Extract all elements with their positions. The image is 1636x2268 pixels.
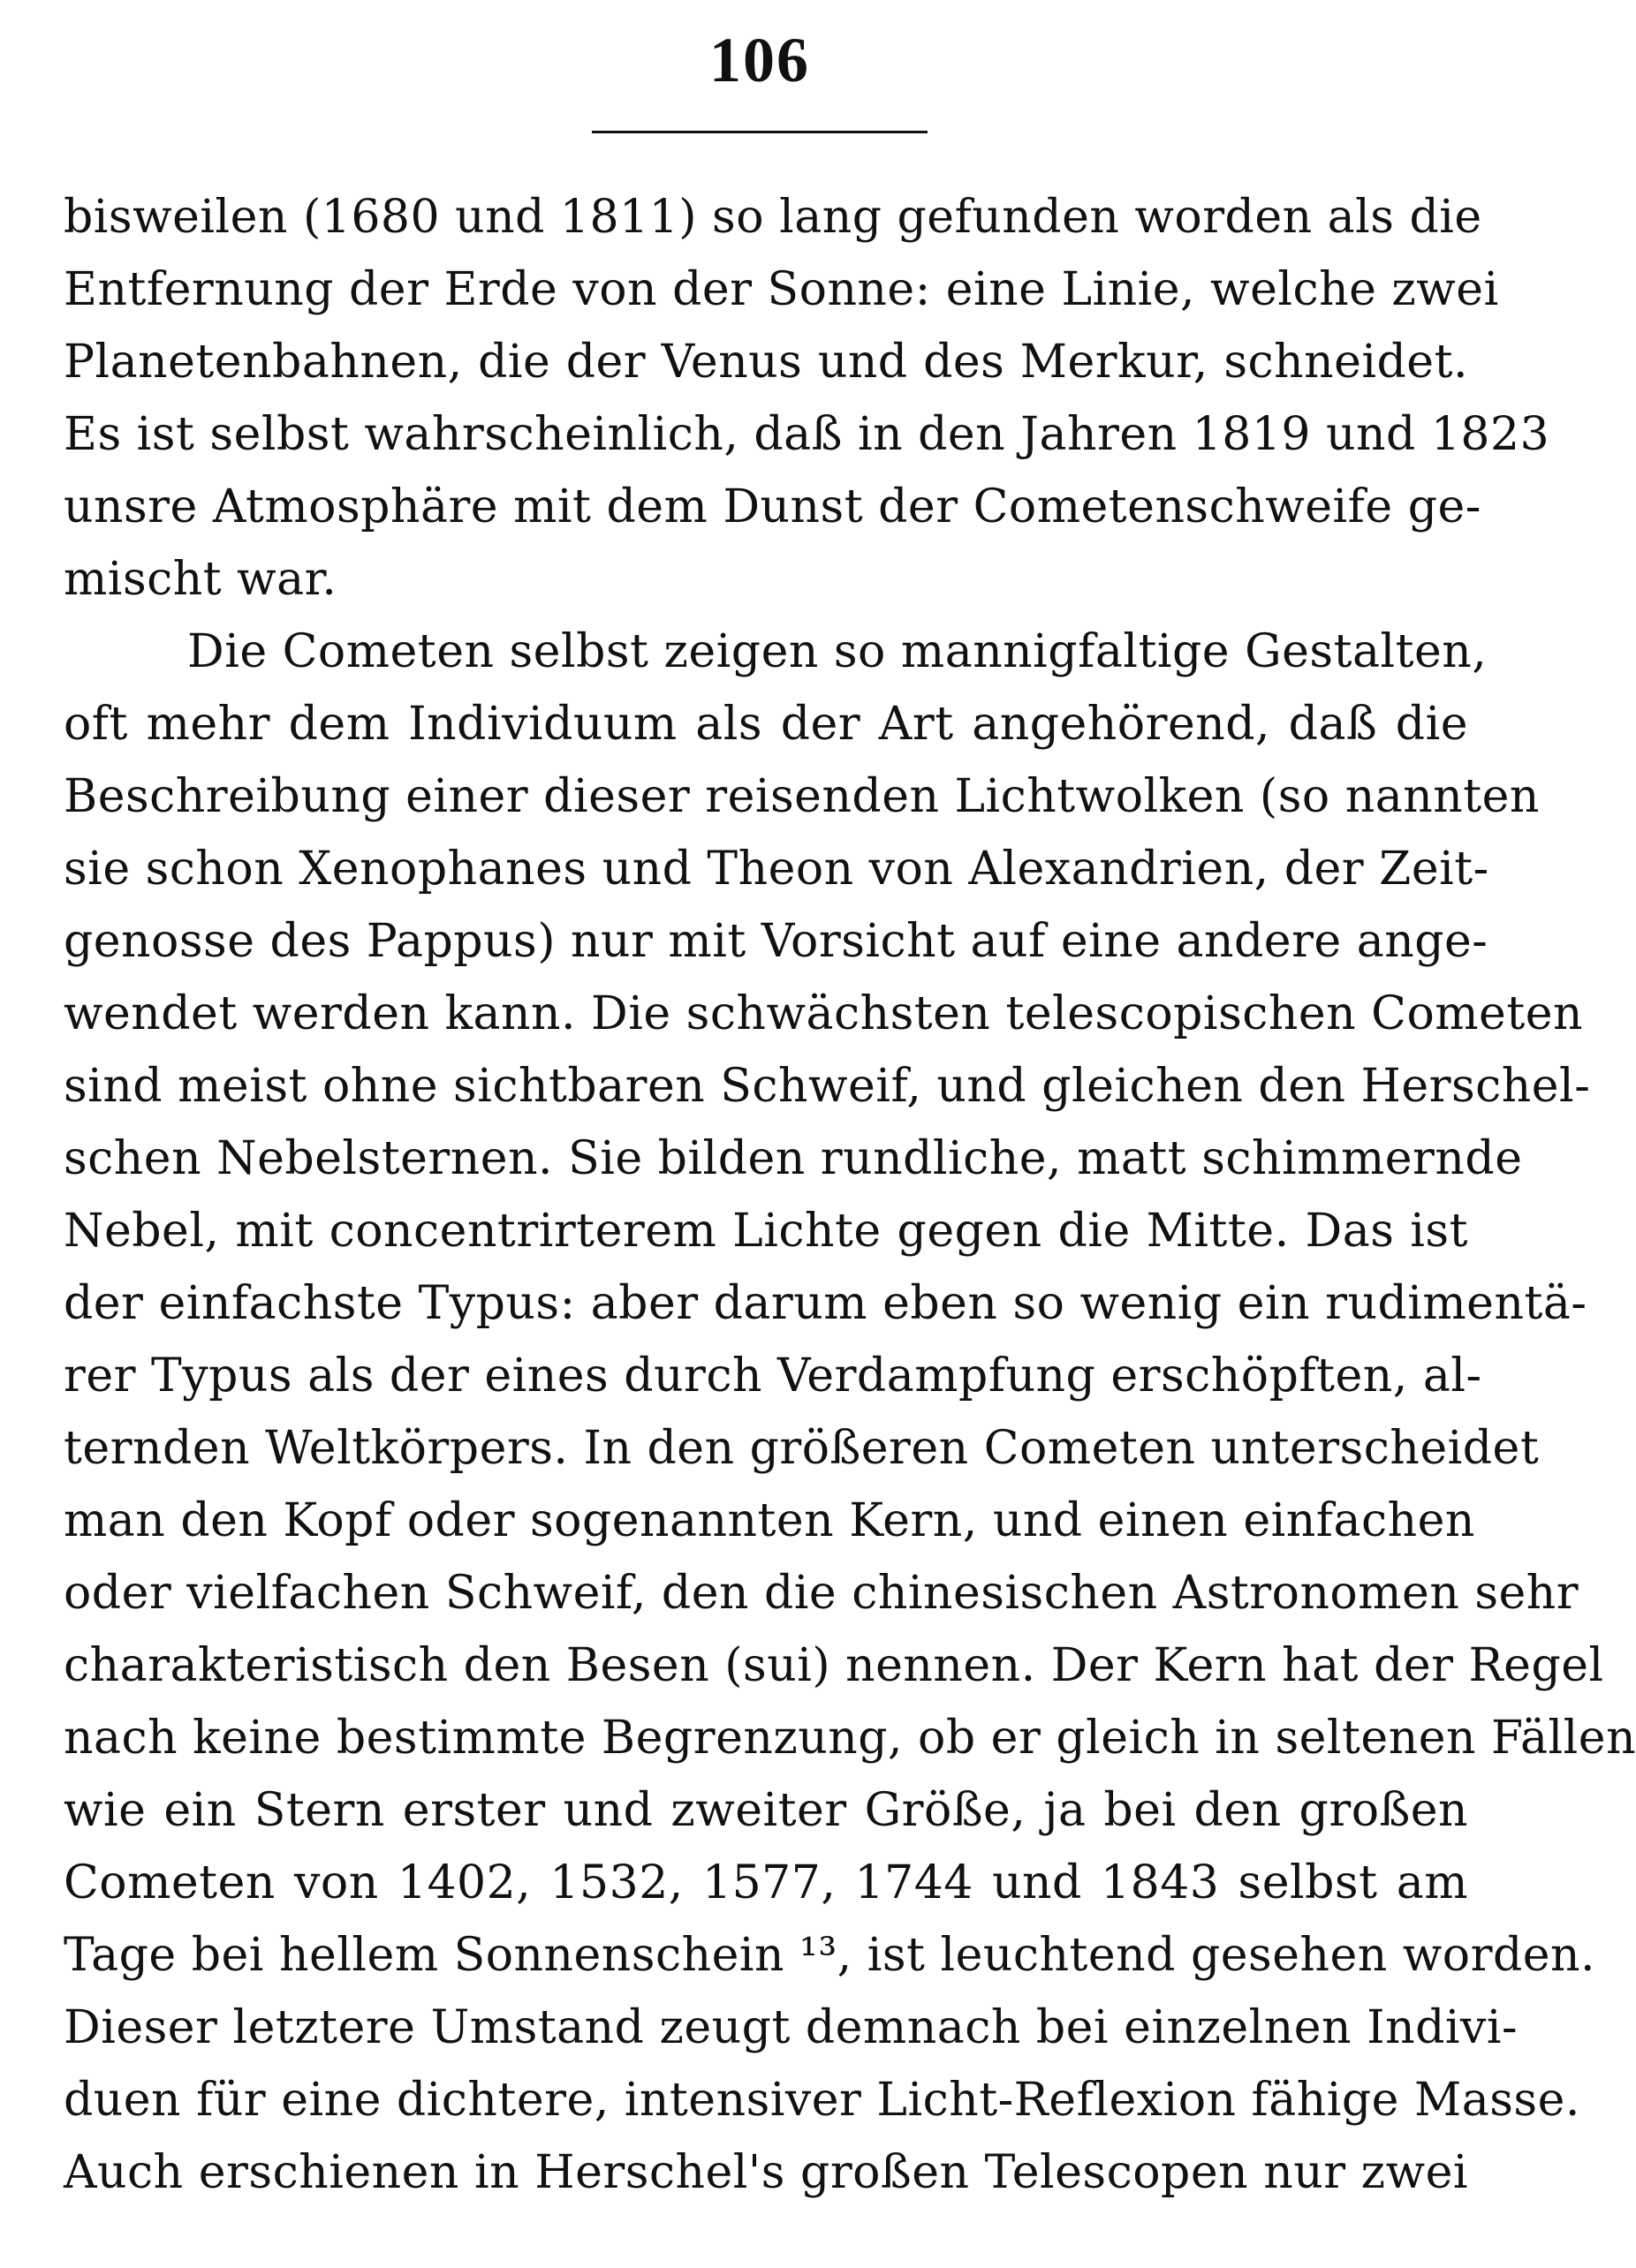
text-line: oft mehr dem Individuum als der Art angehörend, daß die: [64, 698, 1468, 751]
text-line: nach keine bestimmte Begrenzung, ob er gleich in seltenen Fällen: [64, 1712, 1636, 1765]
text-line: Entfernung der Erde von der Sonne: eine Linie, welche zwei: [64, 263, 1499, 316]
text-line: bisweilen (1680 und 1811) so lang gefunden worden als die: [64, 191, 1482, 244]
text-line: Nebel, mit concentrirterem Lichte gegen die Mitte. Das ist: [64, 1205, 1468, 1258]
text-line: wie ein Stern erster und zweiter Größe, ja bei den großen: [64, 1784, 1468, 1837]
text-line: schen Nebelsternen. Sie bilden rundliche, matt schimmernde: [64, 1132, 1523, 1185]
text-line: Planetenbahnen, die der Venus und des Merkur, schneidet.: [64, 336, 1468, 389]
text-line: Es ist selbst wahrscheinlich, daß in den Jahren 1819 und 1823: [64, 408, 1550, 461]
paragraph-start-line: Die Cometen selbst zeigen so mannigfaltige Gestalten,: [187, 625, 1488, 678]
text-line: Tage bei hellem Sonnenschein ¹³, ist leuchtend gesehen worden.: [64, 1929, 1596, 1982]
text-line: oder vielfachen Schweif, den die chinesischen Astronomen sehr: [64, 1567, 1579, 1620]
text-line: duen für eine dichtere, intensiver Licht-Reflexion fähige Masse.: [64, 2074, 1580, 2127]
text-line: Dieser letztere Umstand zeugt demnach bei einzelnen Indivi-: [64, 2001, 1519, 2054]
body-text: [64, 181, 1636, 2209]
text-line: man den Kopf oder sogenannten Kern, und einen einfachen: [64, 1494, 1475, 1547]
text-line: ternden Weltkörpers. In den größeren Cometen unterscheidet: [64, 1422, 1540, 1475]
text-line: sie schon Xenophanes und Theon von Alexandrien, der Zeit-: [64, 843, 1489, 896]
header-rule: [592, 131, 928, 133]
text-line: charakteristisch den Besen (sui) nennen. Der Kern hat der Regel: [64, 1639, 1604, 1692]
text-line: wendet werden kann. Die schwächsten telescopischen Cometen: [64, 987, 1583, 1040]
text-line: Beschreibung einer dieser reisenden Lichtwolken (so nannten: [64, 770, 1540, 823]
text-line: sind meist ohne sichtbaren Schweif, und gleichen den Herschel-: [64, 1060, 1591, 1113]
text-line: mischt war.: [64, 553, 337, 606]
text-line: der einfachste Typus: aber darum eben so wenig ein rudimentä-: [64, 1277, 1587, 1330]
text-line: Cometen von 1402, 1532, 1577, 1744 und 1843 selbst am: [64, 1856, 1468, 1909]
page-number: 106: [709, 25, 810, 95]
text-line: unsre Atmosphäre mit dem Dunst der Cometenschweife ge-: [64, 480, 1481, 533]
text-line: genosse des Pappus) nur mit Vorsicht auf eine andere ange-: [64, 915, 1488, 968]
text-line: Auch erschienen in Herschel's großen Telescopen nur zwei: [64, 2146, 1468, 2199]
text-line: rer Typus als der eines durch Verdampfung erschöpften, al-: [64, 1349, 1482, 1402]
